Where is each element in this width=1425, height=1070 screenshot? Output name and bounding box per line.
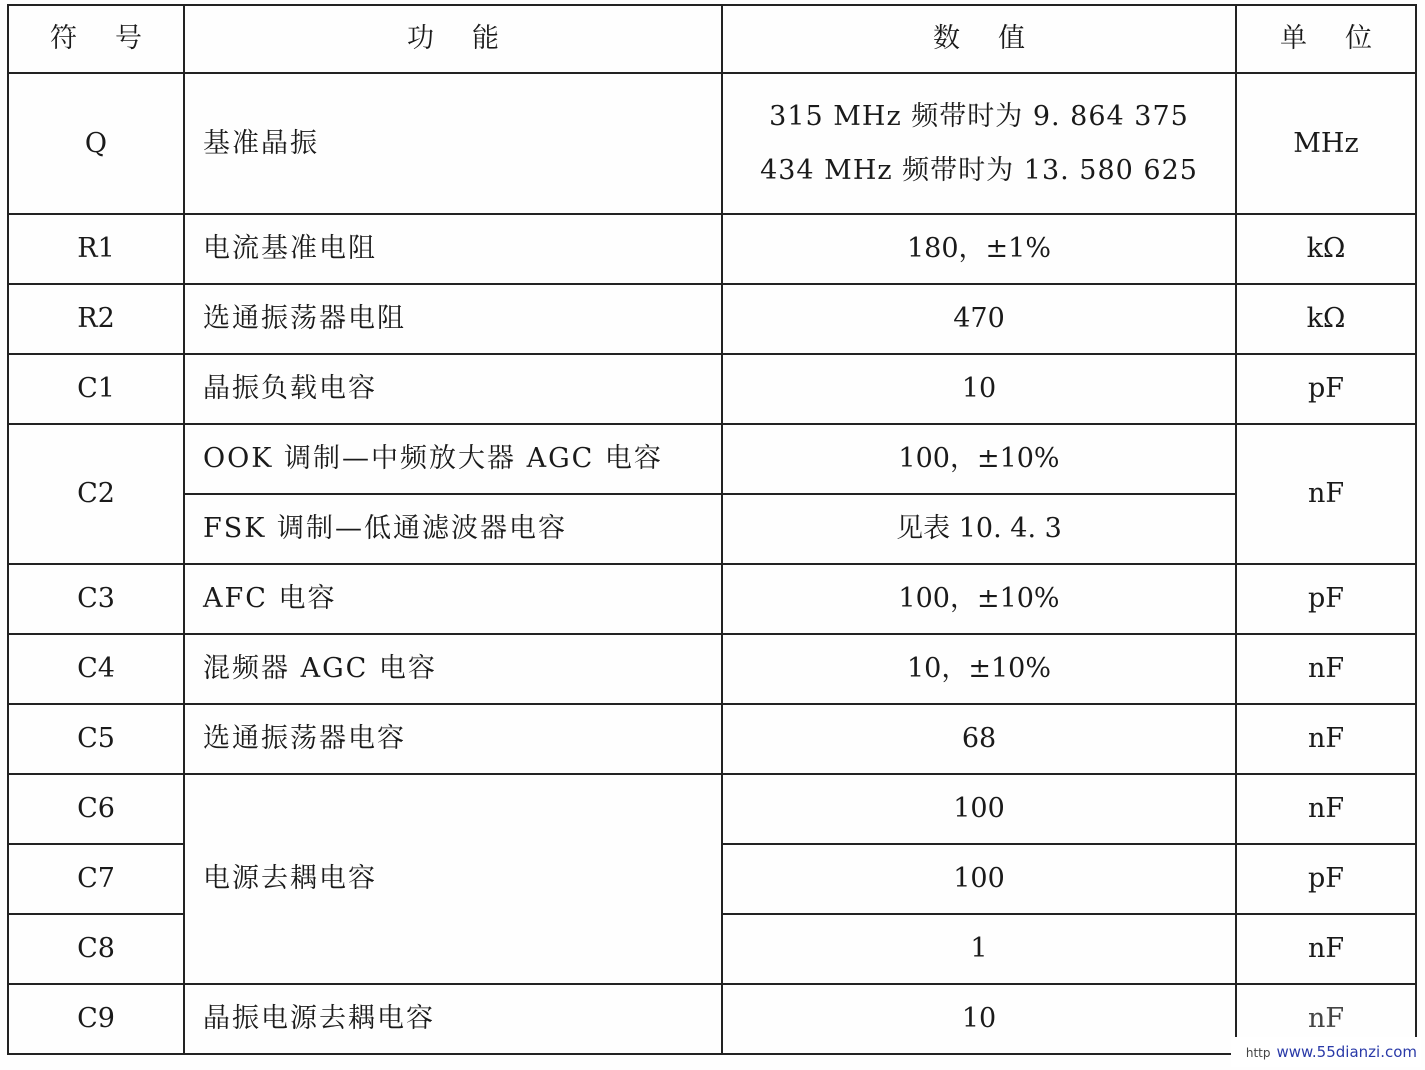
table-row	[8, 73, 1416, 214]
table-row	[8, 634, 1416, 704]
cell-symbol: C3	[8, 564, 184, 634]
cell-function: 基准晶振	[184, 73, 722, 214]
cell-function: OOK 调制—中频放大器 AGC 电容	[184, 424, 722, 494]
cell-unit: nF	[1236, 634, 1416, 704]
header-unit: 单位	[1236, 5, 1416, 73]
cell-unit: kΩ	[1236, 214, 1416, 284]
cell-value: 见表 10. 4. 3	[722, 494, 1236, 564]
site-watermark	[1231, 1037, 1421, 1067]
table-row	[8, 284, 1416, 354]
cell-function: 电源去耦电容	[184, 774, 722, 984]
watermark-prefix: http	[1245, 1046, 1271, 1060]
cell-value: 180，±1%	[722, 214, 1236, 284]
table-row	[8, 774, 1416, 844]
cell-value: 470	[722, 284, 1236, 354]
cell-unit: kΩ	[1236, 284, 1416, 354]
value-line: 434 MHz 频带时为 13. 580 625	[760, 154, 1198, 186]
cell-value: 10	[722, 984, 1236, 1054]
cell-unit: nF	[1236, 984, 1416, 1054]
cell-symbol: C9	[8, 984, 184, 1054]
cell-symbol: C8	[8, 914, 184, 984]
header-symbol: 符号	[8, 5, 184, 73]
cell-value: 100	[722, 844, 1236, 914]
cell-value: 1	[722, 914, 1236, 984]
cell-unit: pF	[1236, 354, 1416, 424]
cell-value: 68	[722, 704, 1236, 774]
table-row	[8, 424, 1416, 494]
cell-function: 选通振荡器电阻	[184, 284, 722, 354]
header-function: 功能	[184, 5, 722, 73]
cell-function: 晶振负载电容	[184, 354, 722, 424]
cell-function: 混频器 AGC 电容	[184, 634, 722, 704]
cell-symbol: Q	[8, 73, 184, 214]
cell-unit: pF	[1236, 844, 1416, 914]
table-row	[8, 354, 1416, 424]
component-spec-table	[7, 4, 1417, 1055]
table-row	[8, 564, 1416, 634]
cell-function: AFC 电容	[184, 564, 722, 634]
cell-unit: nF	[1236, 914, 1416, 984]
cell-symbol: C2	[8, 424, 184, 564]
table-row	[8, 704, 1416, 774]
cell-symbol: R2	[8, 284, 184, 354]
cell-unit: nF	[1236, 774, 1416, 844]
cell-function: 晶振电源去耦电容	[184, 984, 722, 1054]
table-header-row	[8, 5, 1416, 73]
cell-value: 10，±10%	[722, 634, 1236, 704]
cell-symbol: C7	[8, 844, 184, 914]
cell-unit: pF	[1236, 564, 1416, 634]
cell-symbol: C5	[8, 704, 184, 774]
watermark-site: www.55dianzi.com	[1276, 1043, 1417, 1061]
table-row	[8, 494, 1416, 564]
cell-symbol: C4	[8, 634, 184, 704]
cell-symbol: R1	[8, 214, 184, 284]
cell-value: 100	[722, 774, 1236, 844]
value-line: 315 MHz 频带时为 9. 864 375	[769, 100, 1189, 132]
cell-unit: MHz	[1236, 73, 1416, 214]
cell-unit: nF	[1236, 704, 1416, 774]
header-value: 数值	[722, 5, 1236, 73]
cell-value: 100，±10%	[722, 564, 1236, 634]
cell-symbol: C6	[8, 774, 184, 844]
table-row	[8, 984, 1416, 1054]
cell-value: 100，±10%	[722, 424, 1236, 494]
cell-function: 选通振荡器电容	[184, 704, 722, 774]
cell-function: 电流基准电阻	[184, 214, 722, 284]
table-row	[8, 214, 1416, 284]
cell-value	[722, 73, 1236, 214]
cell-value: 10	[722, 354, 1236, 424]
cell-unit: nF	[1236, 424, 1416, 564]
cell-function: FSK 调制—低通滤波器电容	[184, 494, 722, 564]
cell-symbol: C1	[8, 354, 184, 424]
